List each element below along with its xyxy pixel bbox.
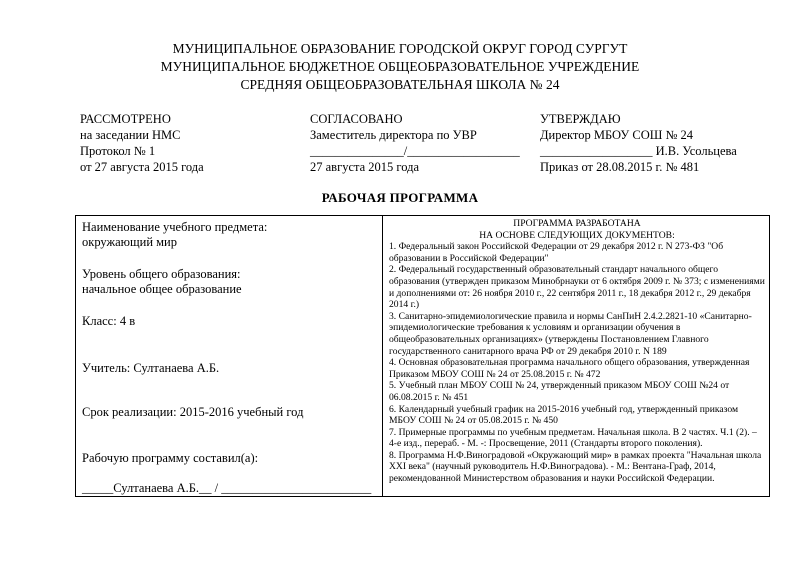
program-info-table <box>75 215 770 497</box>
approved-signature-row <box>540 143 780 159</box>
basis-item: 7. Примерные программы по учебным предметам. Начальная школа. В 2 частях. Ч.1 (2). – 4-е изд., перераб. - М. -: Просвещение, 2011 (Стандарты второго поколения). <box>389 426 757 450</box>
class-field: Класс: 4 в <box>82 314 136 328</box>
agreed-line-3: 27 августа 2015 года <box>310 160 420 174</box>
header-line-municipality: МУНИЦИПАЛЬНОЕ ОБРАЗОВАНИЕ ГОРОДСКОЙ ОКРУГ ГОРОД СУРГУТ <box>172 41 628 56</box>
agreed-signature-line: _______________/__________________ <box>310 144 520 158</box>
basis-item: 3. Санитарно-эпидемиологические правила и нормы СанПиН 2.4.2.2821-10 «Санитарно-эпидемиологические требования к условиям и организации обучения в общеобразовательных организациях» (утверждены Постановлением Главного государственного санитарного врача РФ от 29 декабря 2010 г. N 189 <box>389 310 752 357</box>
author-label: Рабочую программу составил(а): <box>82 451 259 465</box>
period-field: Срок реализации: 2015-2016 учебный год <box>82 405 304 419</box>
program-info-left-cell <box>76 216 383 496</box>
header-line-school-name: СРЕДНЯЯ ОБЩЕОБРАЗОВАТЕЛЬНАЯ ШКОЛА № 24 <box>240 77 560 92</box>
reviewed-line-1: на заседании НМС <box>80 128 181 142</box>
reviewed-title: РАССМОТРЕНО <box>80 112 171 126</box>
agreed-line-1: Заместитель директора по УВР <box>310 128 477 142</box>
basis-item: 5. Учебный план МБОУ СОШ № 24, утвержденный приказом МБОУ СОШ №24 от 06.08.2015 г. № 451 <box>389 380 730 403</box>
level-label: Уровень общего образования: <box>82 267 241 281</box>
approved-block <box>540 111 780 175</box>
approved-line-1: Директор МБОУ СОШ № 24 <box>540 128 694 142</box>
agreed-title: СОГЛАСОВАНО <box>310 112 403 126</box>
reviewed-line-2: Протокол № 1 <box>80 144 156 158</box>
program-basis-cell <box>383 216 769 496</box>
school-header <box>0 40 800 94</box>
basis-item: 6. Календарный учебный график на 2015-2016 учебный год, утвержденный приказом МБОУ СОШ № 24 от 05.08.2015 г. № 450 <box>389 403 739 427</box>
level-value: начальное общее образование <box>82 282 242 296</box>
header-line-institution-type: МУНИЦИПАЛЬНОЕ БЮДЖЕТНОЕ ОБЩЕОБРАЗОВАТЕЛЬНОЕ УЧРЕЖДЕНИЕ <box>160 59 640 74</box>
reviewed-line-3: от 27 августа 2015 года <box>80 160 204 174</box>
subject-value: окружающий мир <box>82 235 177 249</box>
document-title: РАБОЧАЯ ПРОГРАММА <box>321 190 479 205</box>
approved-signer-name: И.В. Усольцева <box>652 144 737 158</box>
approved-order: Приказ от 28.08.2015 г. № 481 <box>540 160 700 174</box>
approved-title: УТВЕРЖДАЮ <box>540 112 621 126</box>
agreed-block <box>310 111 525 175</box>
basis-item: 8. Программа Н.Ф.Виноградовой «Окружающий мир» в рамках проекта "Начальная школа XXI века" (научный руководитель Н.Ф.Виноградова). - М.: Вентана-Граф, 2014, рекомендованной Министерством образования и науки Российской Федерации. <box>389 449 762 485</box>
basis-heading-1: ПРОГРАММА РАЗРАБОТАНА <box>513 218 641 229</box>
basis-item: 4. Основная образовательная программа начального общего образования, утвержденная Приказом МБОУ СОШ № 24 от 25.08.2015 г. № 472 <box>389 357 750 380</box>
subject-label: Наименование учебного предмета: <box>82 220 268 234</box>
basis-item: 2. Федеральный государственный образовательный стандарт начального общего образования (утвержден приказом Минобрнауки от 6 октября 2009 г. № 373; с изменениями и дополнениями от: 26 ноября 2010 г., 22 сентября 2011 г., 18 декабря 2012 г., 29 декабря 2014 г.) <box>389 264 765 311</box>
reviewed-block <box>80 111 295 175</box>
author-signature: _____Султанаева А.Б.__ / ________________________ <box>82 481 372 495</box>
teacher-field: Учитель: Султанаева А.Б. <box>82 361 220 375</box>
basis-item: 1. Федеральный закон Российской Федерации от 29 декабря 2012 г. N 273-ФЗ "Об образовании в Российской Федерации" <box>389 241 724 264</box>
basis-heading-2: НА ОСНОВЕ СЛЕДУЮЩИХ ДОКУМЕНТОВ: <box>479 229 675 241</box>
approved-signature-blank: __________________ <box>540 144 653 158</box>
